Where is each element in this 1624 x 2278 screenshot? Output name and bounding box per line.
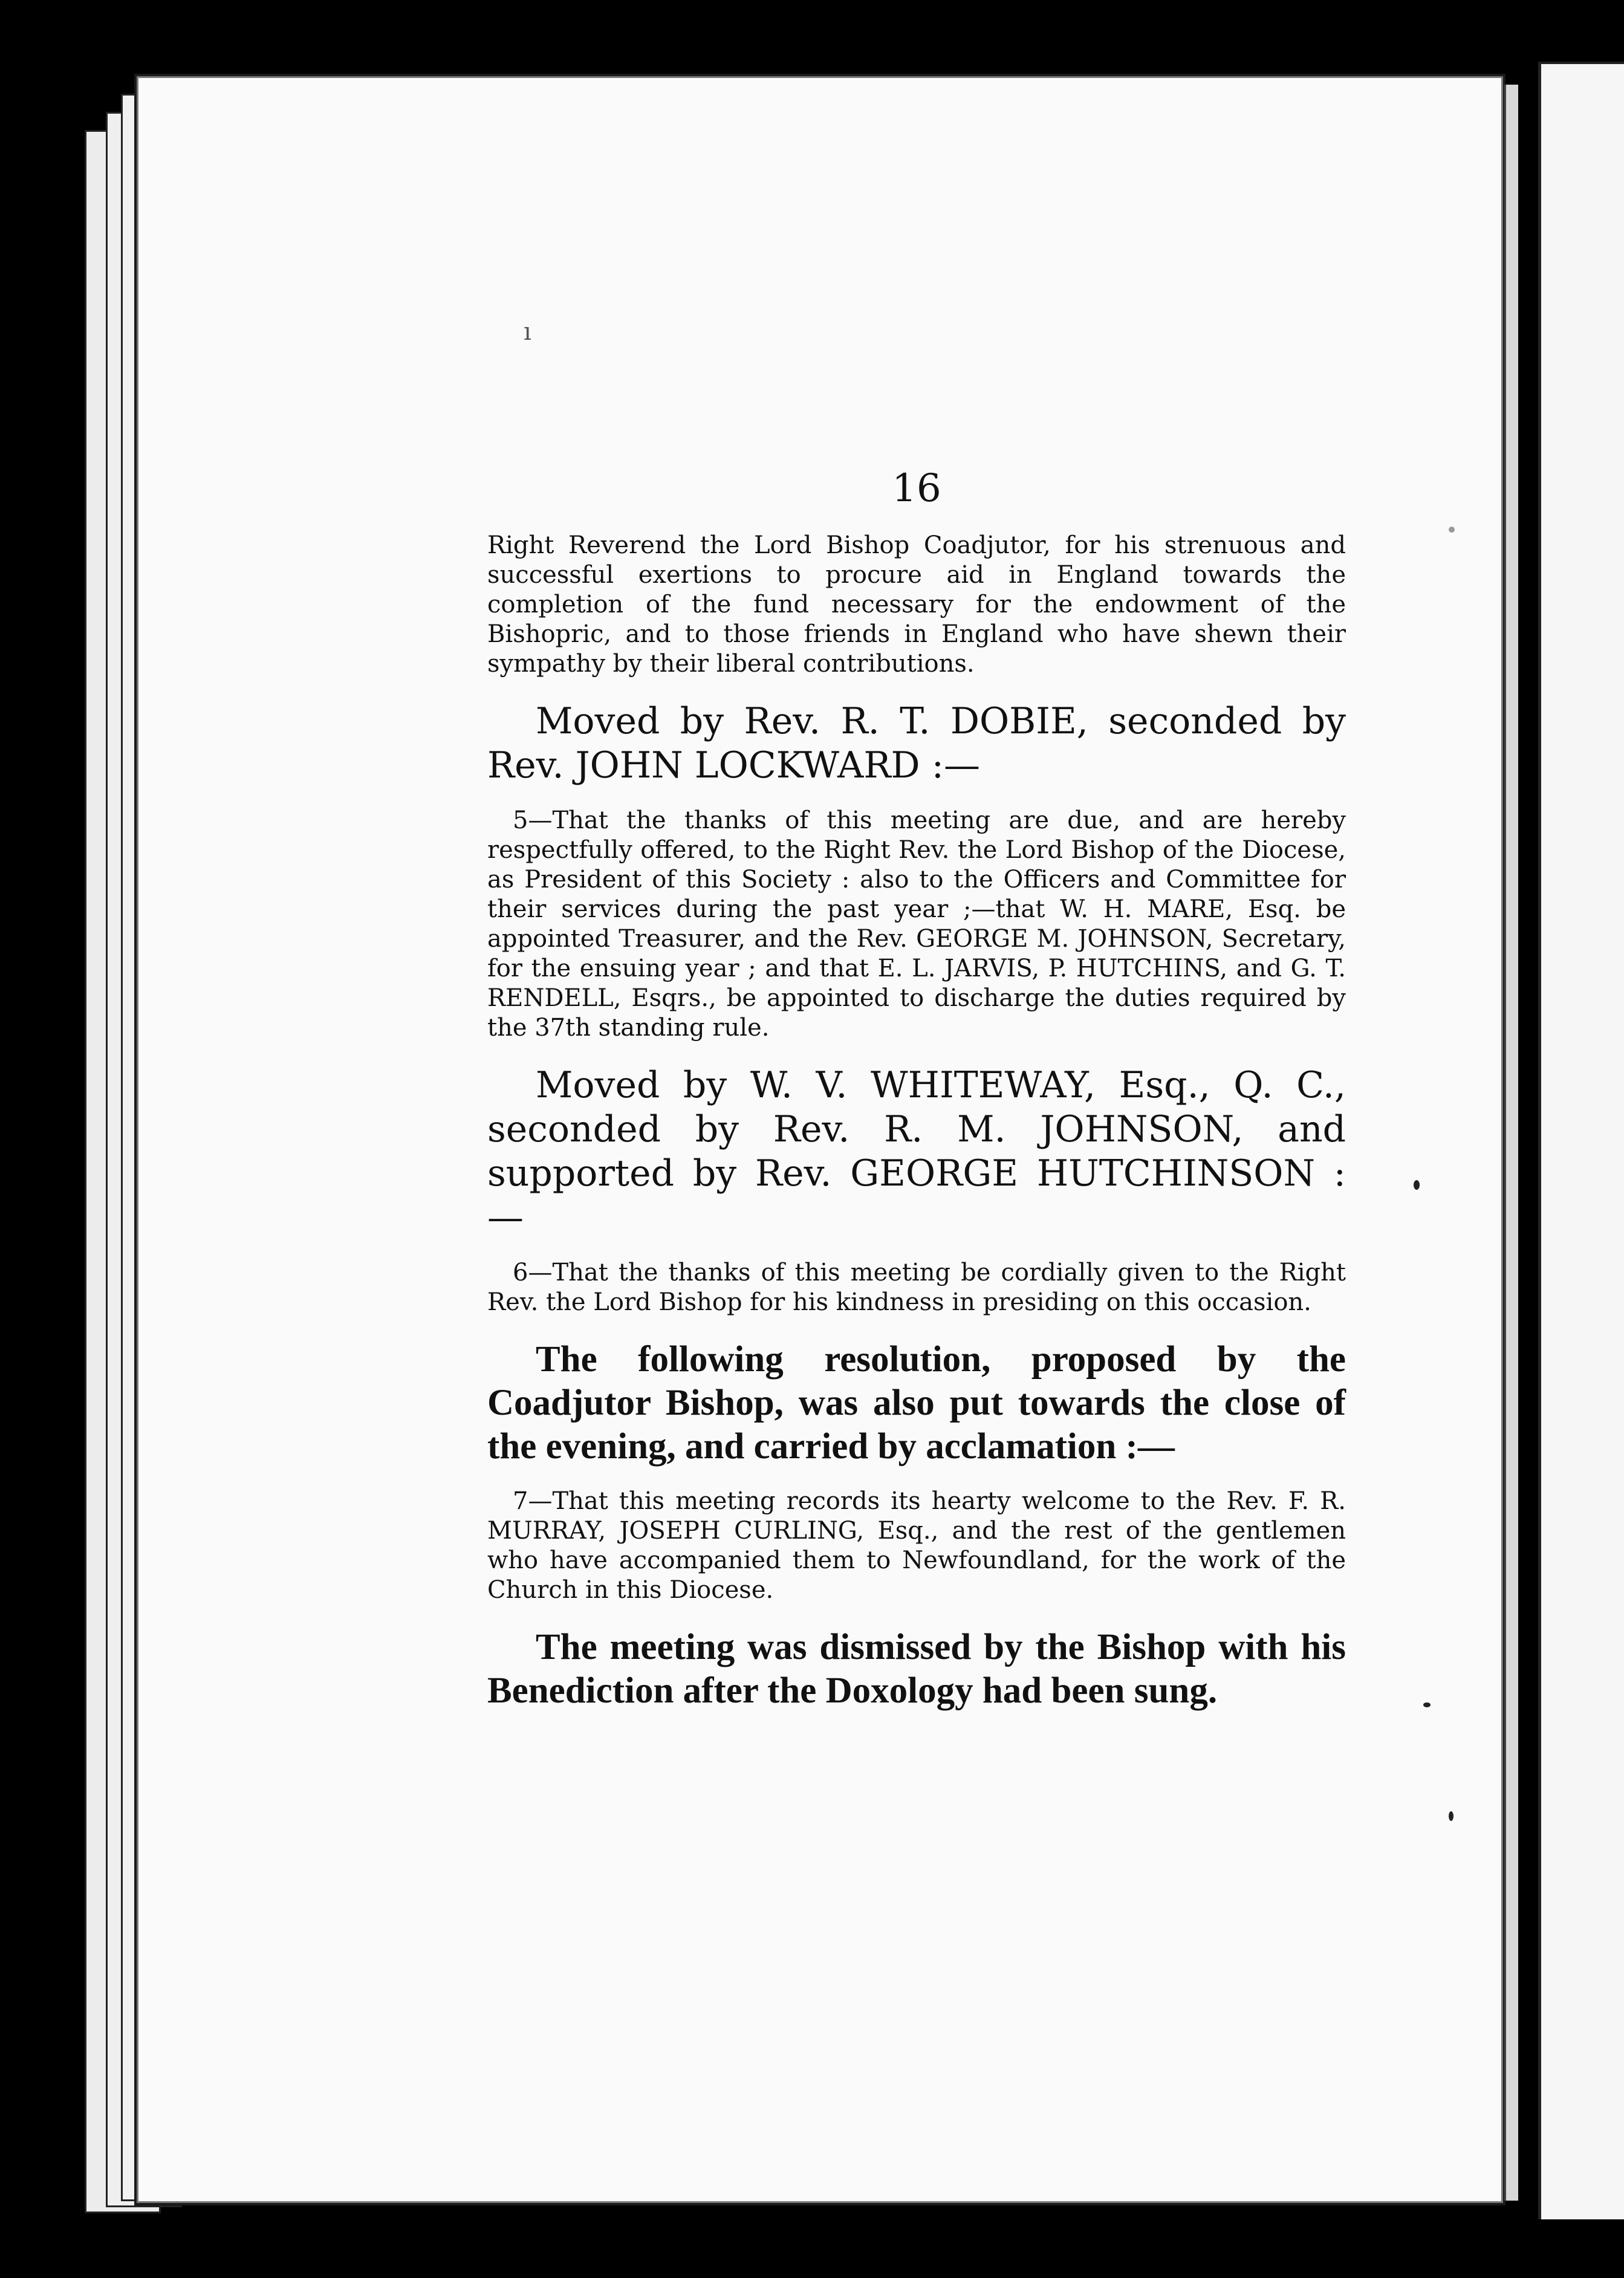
mover-heading-1: Moved by Rev. R. T. DOBIE, seconded by Rev. JOHN LOCKWARD :— bbox=[487, 700, 1346, 787]
page-edge-shadow bbox=[1504, 85, 1518, 2201]
adjacent-page bbox=[1538, 62, 1624, 2219]
resolution-6: 6—That the thanks of this meeting be cordially given to the Right Rev. the Lord Bishop for his kindness in presiding on this occasion. bbox=[487, 1259, 1346, 1316]
page-number: 16 bbox=[892, 466, 941, 511]
closing-statement: The meeting was dismissed by the Bishop with his Benediction after the Doxology had been sung. bbox=[487, 1627, 1346, 1711]
scan-speck bbox=[1449, 1811, 1453, 1821]
scan-mark: ı bbox=[524, 318, 531, 346]
scan-speck bbox=[1449, 527, 1455, 533]
resolution-5: 5—That the thanks of this meeting are due, and are hereby respectfully offered, to the Right Rev. the Lord Bishop of the Diocese, as President of this Society : also to the Officers and Committee for their services during the past year ;—that W. H. MARE, Esq. be appointed Treasurer, and the Rev. GEORGE M. JOHNSON, Secretary, for the ensuing year ; and that E. L. JARVIS, P. HUTCHINS, and G. T. RENDELL, Esqrs., be appointed to discharge the duties required by the 37th standing rule. bbox=[487, 806, 1346, 1042]
page-content bbox=[487, 466, 1346, 1713]
continued-resolution-text: Right Reverend the Lord Bishop Coadjutor, for his strenuous and successful exertions to procure aid in England towards the completion of the fund necessary for the endowment of the Bishopric, and to those friends in England who have shewn their sympathy by their liberal contributions. bbox=[487, 531, 1346, 678]
resolution-7: 7—That this meeting records its hearty welcome to the Rev. F. R. MURRAY, JOSEPH CURLING, Esq., and the rest of the gentlemen who have accompanied them to Newfoundland, for the work of the Church in this Diocese. bbox=[487, 1487, 1346, 1604]
scan-speck bbox=[1423, 1702, 1431, 1707]
mover-heading-2: Moved by W. V. WHITEWAY, Esq., Q. C., seconded by Rev. R. M. JOHNSON, and supported by Rev. GEORGE HUTCHINSON :— bbox=[487, 1064, 1346, 1239]
scanned-page bbox=[134, 74, 1505, 2205]
scan-speck bbox=[1414, 1180, 1420, 1190]
following-resolution-heading: The following resolution, proposed by the Coadjutor Bishop, was also put towards the close of the evening, and carried by acclamation :— bbox=[487, 1339, 1346, 1467]
